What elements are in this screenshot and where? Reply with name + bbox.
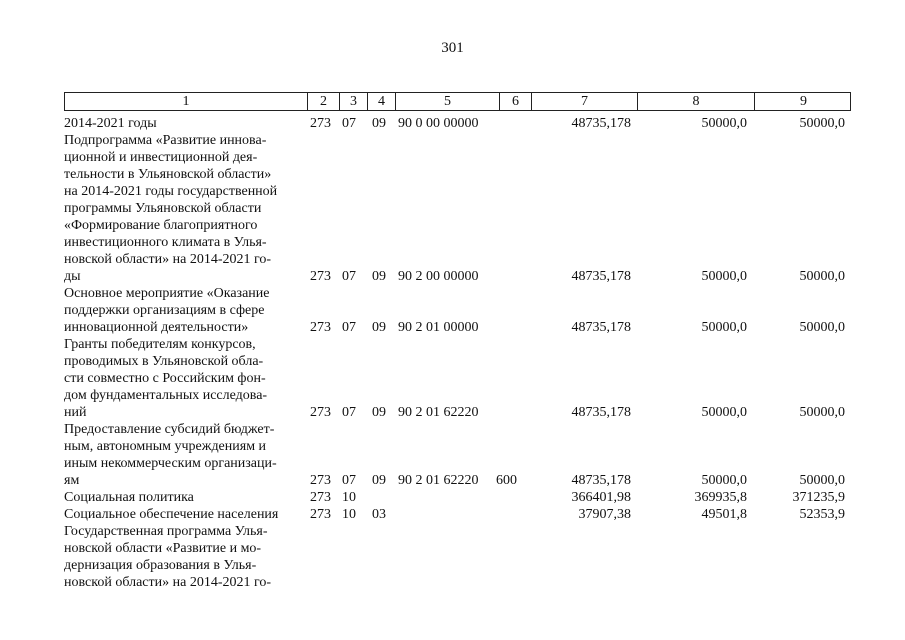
header-col-9: 9: [800, 94, 807, 109]
row-label-line: ным, автономным учреждениям и: [64, 439, 267, 454]
row-col-7: 48735,178: [571, 405, 631, 420]
header-col-5: 5: [396, 93, 500, 110]
row-label-line: поддержки организациям в сфере: [64, 303, 265, 318]
row-col-2: 273: [310, 405, 331, 420]
row-col-5: 90 2 01 00000: [398, 320, 479, 335]
row-col-8: 50000,0: [701, 320, 747, 335]
row-col-7: 48735,178: [571, 116, 631, 131]
row-col-8: 50000,0: [701, 405, 747, 420]
row-col-5: 90 2 00 00000: [398, 269, 479, 284]
row-col-4: 09: [372, 269, 386, 284]
header-col-2: 2: [308, 93, 340, 110]
row-label-line: на 2014-2021 годы государственной: [64, 184, 278, 199]
row-label-line: новской области» на 2014-2021 го-: [64, 575, 272, 590]
row-label-line: Гранты победителям конкурсов,: [64, 337, 256, 352]
row-label: [64, 489, 308, 506]
row-col-9: 52353,9: [799, 507, 845, 522]
row-col-8: 369935,8: [694, 490, 747, 505]
row-col-2: 273: [310, 507, 331, 522]
row-col-7: 48735,178: [571, 320, 631, 335]
row-label-line: Предоставление субсидий бюджет-: [64, 422, 275, 437]
row-col-8: 50000,0: [701, 473, 747, 488]
row-label-line: программы Ульяновской области: [64, 201, 262, 216]
row-label: [64, 336, 308, 421]
row-col-9: 50000,0: [799, 320, 845, 335]
row-label-line: «Формирование благоприятного: [64, 218, 258, 233]
row-col-3: 10: [342, 490, 356, 505]
row-col-6: 600: [496, 473, 517, 488]
row-label-line: тельности в Ульяновской области»: [64, 167, 272, 182]
row-col-9: 50000,0: [799, 473, 845, 488]
row-col-3: 07: [342, 405, 356, 420]
row-label-line: новской области «Развитие и мо-: [64, 541, 262, 556]
row-label-line: Основное мероприятие «Оказание: [64, 286, 270, 301]
row-col-9: 371235,9: [792, 490, 845, 505]
row-col-7: 37907,38: [578, 507, 631, 522]
row-label-line: инновационной деятельности»: [64, 320, 249, 335]
row-col-2: 273: [310, 269, 331, 284]
row-col-4: 09: [372, 473, 386, 488]
row-label: [64, 115, 308, 132]
row-col-3: 07: [342, 116, 356, 131]
row-label-line: Социальная политика: [64, 490, 194, 505]
row-label-line: Подпрограмма «Развитие иннова-: [64, 133, 267, 148]
row-label-line: сти совместно с Российским фон-: [64, 371, 266, 386]
row-col-5: 90 2 01 62220: [398, 405, 479, 420]
row-col-3: 07: [342, 473, 356, 488]
header-col-7: 7: [532, 93, 638, 110]
row-col-7: 48735,178: [571, 473, 631, 488]
header-col-1: 1: [65, 93, 308, 110]
row-col-5: 90 2 01 62220: [398, 473, 479, 488]
row-col-9: 50000,0: [799, 269, 845, 284]
row-label: [64, 285, 308, 336]
row-label: [64, 132, 308, 285]
row-label-line: ды: [64, 269, 81, 284]
row-label-line: 2014-2021 годы: [64, 116, 157, 131]
row-label-line: иным некоммерческим организаци-: [64, 456, 277, 471]
row-label-line: Социальное обеспечение населения: [64, 507, 279, 522]
row-col-2: 273: [310, 320, 331, 335]
row-col-9: 50000,0: [799, 405, 845, 420]
row-col-8: 49501,8: [701, 507, 747, 522]
row-label: [64, 421, 308, 489]
row-label-line: ционной и инвестиционной дея-: [64, 150, 258, 165]
row-col-2: 273: [310, 116, 331, 131]
row-col-3: 07: [342, 269, 356, 284]
row-label-line: Государственная программа Улья-: [64, 524, 268, 539]
row-label-line: проводимых в Ульяновской обла-: [64, 354, 264, 369]
row-label: [64, 523, 308, 591]
header-col-6: 6: [500, 93, 532, 110]
header-col-8: 8: [638, 93, 755, 110]
header-col-3: 3: [340, 93, 368, 110]
row-label-line: дом фундаментальных исследова-: [64, 388, 268, 403]
row-col-3: 07: [342, 320, 356, 335]
row-label: [64, 506, 308, 523]
row-col-3: 10: [342, 507, 356, 522]
row-label-line: ний: [64, 405, 87, 420]
row-label-line: инвестиционного климата в Улья-: [64, 235, 267, 250]
row-col-4: 09: [372, 405, 386, 420]
row-col-8: 50000,0: [701, 116, 747, 131]
row-col-2: 273: [310, 490, 331, 505]
row-label-line: новской области» на 2014-2021 го-: [64, 252, 272, 267]
row-label-line: ям: [64, 473, 80, 488]
row-col-7: 48735,178: [571, 269, 631, 284]
row-col-9: 50000,0: [799, 116, 845, 131]
row-col-7: 366401,98: [571, 490, 631, 505]
row-col-5: 90 0 00 00000: [398, 116, 479, 131]
page-number: 301: [441, 40, 464, 56]
row-col-4: 03: [372, 507, 386, 522]
row-col-2: 273: [310, 473, 331, 488]
row-col-4: 09: [372, 116, 386, 131]
header-col-4: 4: [368, 93, 396, 110]
row-col-8: 50000,0: [701, 269, 747, 284]
table-header: [64, 92, 851, 111]
row-col-4: 09: [372, 320, 386, 335]
row-label-line: дернизация образования в Улья-: [64, 558, 257, 573]
